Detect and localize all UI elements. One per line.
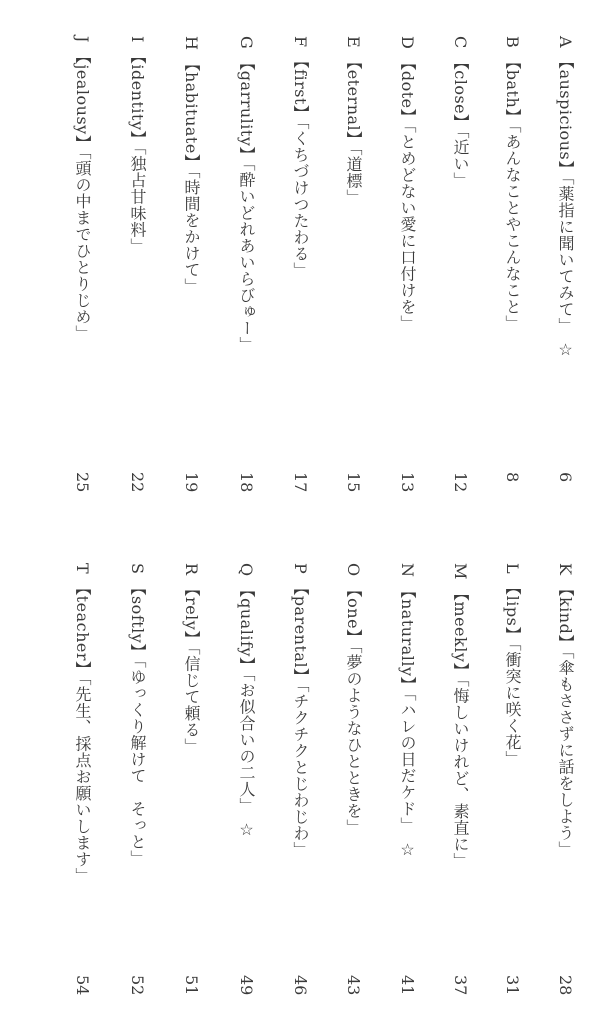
page-number: 25 [73,472,92,493]
page-number: 19 [182,472,201,493]
entry-title: 【garrulity】「酔いどれあいらびゅー」 [237,54,256,353]
entry-letter: O [344,563,363,577]
entry-title: 【meekly】「悔しいけれど、素直に」 [451,584,470,869]
page-number: 31 [503,975,522,996]
toc-entry[interactable] [62,563,102,884]
entry-letter: K [556,563,575,576]
toc-entry[interactable] [333,36,373,206]
page-number: 12 [451,472,470,493]
entry-letter: N [398,563,417,578]
entry-letter: G [237,36,256,50]
entry-title: 【auspicious】「薬指に聞いてみて」 [556,53,575,334]
page-number: 18 [237,472,256,493]
toc-entry[interactable] [280,36,320,278]
page-number: 8 [503,472,522,483]
page-number: 13 [398,472,417,493]
page-number: 41 [398,975,417,996]
toc-entry[interactable] [226,563,266,839]
entry-title: 【softly】「ゆっくり解けて そっと」 [128,579,147,867]
entry-letter: S [128,563,147,575]
toc-entry[interactable] [492,36,532,331]
entry-letter: R [182,563,201,576]
entry-title: 【naturally】「ハレの日だケド」 [398,582,417,834]
star-icon: ☆ [398,839,417,860]
entry-letter: E [344,36,363,49]
star-icon: ☆ [556,339,575,360]
entry-letter: T [73,563,92,575]
toc-entry[interactable] [171,36,211,294]
entry-letter: B [503,36,522,49]
entry-title: 【first】「くちづけつたわる」 [291,52,310,279]
page-number: 52 [128,975,147,996]
entry-letter: L [503,563,522,575]
entry-title: 【qualify】「お似合いの二人」 [237,581,256,814]
entry-title: 【close】「近い」 [451,53,470,189]
toc-entry[interactable] [171,563,211,754]
page-number: 51 [182,975,201,996]
toc-entry[interactable] [387,36,427,332]
page-number: 49 [237,975,256,996]
toc-entry[interactable] [492,563,532,767]
page-number: 17 [291,472,310,493]
entry-letter: Q [237,563,256,577]
toc-entry[interactable] [117,563,157,866]
page-number: 6 [556,472,575,483]
toc-entry[interactable] [280,563,320,858]
entry-title: 【one】「夢のようなひとときを」 [344,581,363,836]
entry-title: 【parental】「チクチクとじわじわ」 [291,579,310,859]
page-number: 54 [73,975,92,996]
page-number: 28 [556,975,575,996]
toc-entry[interactable] [545,36,585,359]
entry-letter: H [182,36,201,51]
toc-entry[interactable] [440,563,480,869]
entry-letter: J [73,36,92,43]
page-number: 15 [344,472,363,493]
toc-entry[interactable] [117,36,157,254]
entry-title: 【identity】「独占甘味料」 [128,47,147,255]
entry-letter: C [451,36,470,49]
page-number: 46 [291,975,310,996]
page-number: 43 [344,975,363,996]
entry-title: 【dote】「とめどない愛に口付けを」 [398,54,417,332]
toc-entry[interactable] [545,563,585,857]
star-icon: ☆ [237,819,256,840]
entry-letter: M [451,563,470,580]
entry-title: 【rely】「信じて頼る」 [182,580,201,755]
toc-entry[interactable] [333,563,373,836]
entry-letter: D [398,36,417,50]
toc-entry[interactable] [226,36,266,353]
entry-title: 【bath】「あんなことやこんなこと」 [503,53,522,332]
entry-letter: P [291,563,310,575]
toc-entry[interactable] [62,36,102,341]
entry-title: 【habituate】「時間をかけて」 [182,55,201,295]
toc-entry[interactable] [440,36,480,189]
entry-title: 【eternal】「道標」 [344,53,363,206]
entry-letter: A [556,36,575,49]
entry-title: 【teacher】「先生、採点お願いします」 [73,579,92,884]
entry-title: 【jealousy】「頭の中までひとりじめ」 [73,47,92,342]
entry-letter: F [291,36,310,48]
entry-letter: I [128,36,147,43]
entry-title: 【lips】「衝突に咲く花」 [503,579,522,767]
toc-entry[interactable] [387,563,427,859]
entry-title: 【kind】「傘もささずに話をしよう」 [556,580,575,858]
page-number: 22 [128,472,147,493]
page-number: 37 [451,975,470,996]
